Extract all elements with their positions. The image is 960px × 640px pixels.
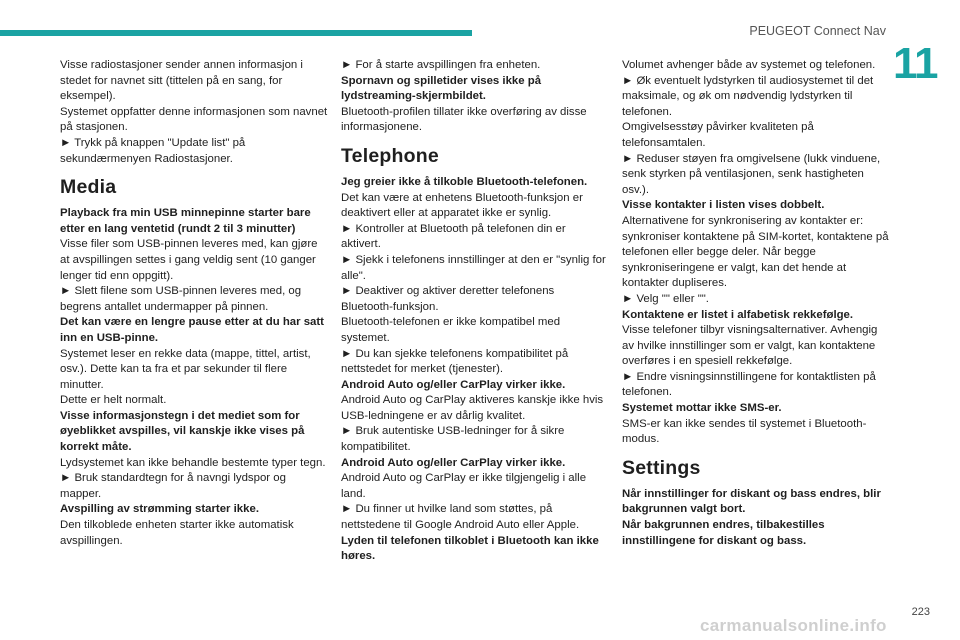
paragraph: ► Slett filene som USB-pinnen leveres med, og begrens antallet undermapper på pinnen. xyxy=(60,285,302,313)
question-heading: Kontaktene er listet i alfabetisk rekkefølge. xyxy=(622,308,854,321)
paragraph: Dette er helt normalt. xyxy=(60,394,167,407)
text-column-1 xyxy=(60,58,328,549)
question-heading: Playback fra min USB minnepinne starter bare etter en lang ventetid (rundt 2 til 3 minutter) xyxy=(60,207,311,235)
paragraph: Systemet oppfatter denne informasjonen som navnet på stasjonen. xyxy=(60,105,328,134)
paragraph: Systemet leser en rekke data (mappe, tittel, artist, osv.). Dette kan ta fra et par sekunder til flere minutter. xyxy=(60,347,311,391)
paragraph: ► Øk eventuelt lydstyrken til audiosystemet til det maksimale, og øk om nødvendig lydstyrken til telefonen. xyxy=(622,74,874,118)
paragraph: ► Bruk standardtegn for å navngi lydspor og mapper. xyxy=(60,472,286,500)
paragraph: ► Kontroller at Bluetooth på telefonen din er aktivert. xyxy=(341,222,566,251)
section-heading: Media xyxy=(60,176,117,199)
paragraph: Den tilkoblede enheten starter ikke automatisk avspillingen. xyxy=(60,519,294,547)
question-heading: Jeg greier ikke å tilkoble Bluetooth-telefonen. xyxy=(341,175,588,188)
question-heading: Det kan være en lengre pause etter at du har satt inn en USB-pinne. xyxy=(60,316,324,344)
chapter-number: 11 xyxy=(893,39,938,88)
paragraph: ► Trykk på knappen "Update list" på sekundærmenyen Radiostasjoner. xyxy=(60,136,246,165)
question-heading: Når innstillinger for diskant og bass endres, blir bakgrunnen valgt bort. xyxy=(622,487,881,516)
paragraph: ► For å starte avspillingen fra enheten. xyxy=(341,59,541,71)
paragraph: Android Auto og CarPlay aktiveres kanskje ikke hvis USB-ledningene er av dårlig kvalitet. xyxy=(341,394,604,422)
paragraph: SMS-er kan ikke sendes til systemet i Bluetooth-modus. xyxy=(622,417,867,446)
paragraph: ► Deaktiver og aktiver deretter telefonens Bluetooth-funksjon. xyxy=(341,285,555,313)
question-heading: Når bakgrunnen endres, tilbakestilles innstillingene for diskant og bass. xyxy=(622,519,825,547)
question-heading: Android Auto og/eller CarPlay virker ikke. xyxy=(341,456,566,469)
paragraph: Omgivelsesstøy påvirker kvaliteten på telefonsamtalen. xyxy=(622,121,814,149)
paragraph: ► Du kan sjekke telefonens kompatibilitet på nettstedet for merket (tjenester). xyxy=(341,347,569,376)
paragraph: ► Sjekk i telefonens innstillinger at den er "synlig for alle". xyxy=(341,253,606,282)
paragraph: Alternativene for synkronisering av kontakter er: synkroniser kontaktene på SIM-kortet, kontaktene på telefonen eller begge deler. Når begge synkroniseringene er valgt, kan det hende at kontakter dupliseres. xyxy=(622,214,889,290)
header-accent-bar xyxy=(0,30,472,36)
question-heading: Systemet mottar ikke SMS-er. xyxy=(622,402,782,415)
question-heading: Visse informasjonstegn i det mediet som for øyeblikket avspilles, vil kanskje ikke vises på korrekt måte. xyxy=(60,409,305,454)
question-heading: Visse kontakter i listen vises dobbelt. xyxy=(622,199,825,212)
paragraph: Bluetooth-profilen tillater ikke overføring av disse informasjonene. xyxy=(341,105,587,134)
text-column-3 xyxy=(622,58,890,549)
paragraph: Android Auto og CarPlay er ikke tilgjengelig i alle land. xyxy=(341,472,587,500)
paragraph: ► Du finner ut hvilke land som støttes, på nettstedene til Google Android Auto eller Apple. xyxy=(341,503,580,532)
paragraph: Volumet avhenger både av systemet og telefonen. xyxy=(622,59,876,71)
paragraph: Visse telefoner tilbyr visningsalternativer. Avhengig av hvilke innstillinger som er valgt, kan kontaktene overføres i en spesiell rekkefølge. xyxy=(622,324,878,368)
page-header-title: PEUGEOT Connect Nav xyxy=(749,24,886,38)
page-number: 223 xyxy=(911,606,930,618)
question-heading: Lyden til telefonen tilkoblet i Bluetooth kan ikke høres. xyxy=(341,534,599,563)
paragraph: Bluetooth-telefonen er ikke kompatibel med systemet. xyxy=(341,316,561,344)
watermark: carmanualsonline.info xyxy=(700,616,887,635)
paragraph: Det kan være at enhetens Bluetooth-funksjon er deaktivert eller at apparatet ikke er synlig. xyxy=(341,191,583,220)
paragraph: ► Bruk autentiske USB-ledninger for å sikre kompatibilitet. xyxy=(341,425,565,454)
question-heading: Spornavn og spilletider vises ikke på lydstreaming-skjermbildet. xyxy=(341,74,542,103)
paragraph: ► Reduser støyen fra omgivelsene (lukk vinduene, senk styrken på ventilasjonen, senk hastigheten osv.). xyxy=(622,152,881,196)
section-heading: Telephone xyxy=(341,144,439,167)
question-heading: Avspilling av strømming starter ikke. xyxy=(60,503,259,516)
paragraph: ► Velg "" eller "". xyxy=(622,292,709,305)
paragraph: ► Endre visningsinnstillingene for kontaktlisten på telefonen. xyxy=(622,370,876,399)
section-heading: Settings xyxy=(622,456,701,479)
text-column-2 xyxy=(341,58,607,565)
question-heading: Android Auto og/eller CarPlay virker ikke. xyxy=(341,378,566,391)
paragraph: Lydsystemet kan ikke behandle bestemte typer tegn. xyxy=(60,456,326,469)
paragraph: Visse filer som USB-pinnen leveres med, kan gjøre at avspillingen settes i gang veldig sent (10 ganger lenger tid enn oppgitt). xyxy=(60,238,318,282)
paragraph: Visse radiostasjoner sender annen informasjon i stedet for navnet sitt (tittelen på en sang, for eksempel). xyxy=(60,59,303,103)
